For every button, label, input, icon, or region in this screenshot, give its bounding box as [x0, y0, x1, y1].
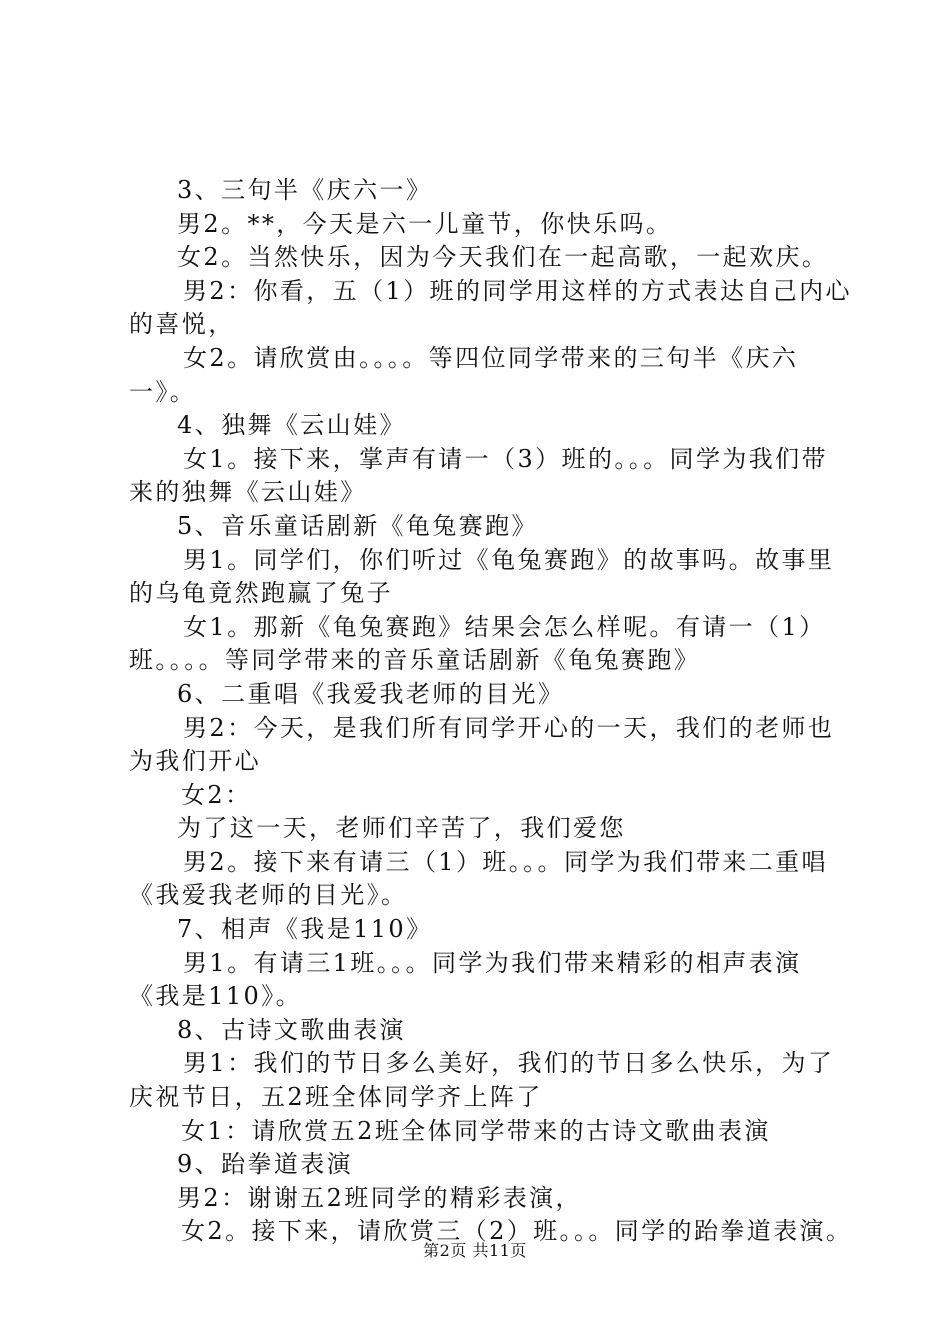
paragraph-line: 《我爱我老师的目光》。: [129, 881, 408, 910]
paragraph-line: 庆祝节日，五2班全体同学齐上阵了: [129, 1083, 543, 1112]
paragraph-line: 来的独舞《云山娃》: [129, 478, 367, 507]
paragraph-line: 男2：谢谢五2班同学的精彩表演，: [177, 1183, 582, 1212]
paragraph-line: 男2：你看，五（1）班的同学用这样的方式表达自己内心: [183, 276, 852, 305]
paragraph-line: 男2。接下来有请三（1）班。。。同学为我们带来二重唱: [183, 847, 828, 876]
section-heading: 5、音乐童话剧新《龟兔赛跑》: [177, 511, 538, 540]
page-number-footer: 第2页 共11页: [423, 1241, 527, 1260]
paragraph-line: 一》。: [129, 377, 197, 406]
paragraph-line: 《我是110》。: [129, 982, 303, 1011]
section-heading: 4、独舞《云山娃》: [177, 411, 406, 440]
section-heading: 8、古诗文歌曲表演: [177, 1015, 406, 1044]
section-heading: 6、二重唱《我爱我老师的目光》: [177, 679, 565, 708]
paragraph-line: 为我们开心: [129, 747, 261, 776]
paragraph-line: 女2：: [181, 780, 252, 809]
paragraph-line: 为了这一天，老师们辛苦了，我们爱您: [177, 814, 626, 843]
paragraph-line: 男1。同学们，你们听过《龟兔赛跑》的故事吗。故事里: [183, 545, 835, 574]
paragraph-line: 女2。接下来，请欣赏三（2）班。。。同学的跆拳道表演。: [181, 1217, 853, 1246]
paragraph-line: 班。。。。等同学带来的音乐童话剧新《龟兔赛跑》: [129, 646, 701, 675]
paragraph-line: 男1：我们的节日多么美好，我们的节日多么快乐，为了: [183, 1049, 835, 1078]
paragraph-line: 男2。**，今天是六一儿童节，你快乐吗。: [177, 209, 673, 238]
paragraph-line: 女1：请欣赏五2班全体同学带来的古诗文歌曲表演: [181, 1116, 771, 1145]
paragraph-line: 的喜悦，: [129, 310, 235, 339]
paragraph-line: 女2。当然快乐，因为今天我们在一起高歌，一起欢庆。: [177, 243, 829, 272]
paragraph-line: 的乌龟竟然跑赢了兔子: [129, 579, 393, 608]
section-heading: 3、三句半《庆六一》: [177, 176, 433, 204]
section-heading: 9、跆拳道表演: [177, 1150, 354, 1179]
paragraph-line: 女1。接下来，掌声有请一（3）班的。。。同学为我们带: [183, 444, 828, 473]
paragraph-line: 男1。有请三1班。。。同学为我们带来精彩的相声表演: [183, 948, 802, 977]
paragraph-line: 男2：今天，是我们所有同学开心的一天，我们的老师也: [183, 713, 835, 742]
paragraph-line: 女2。请欣赏由。。。。等四位同学带来的三句半《庆六: [183, 343, 799, 372]
document-body: [129, 174, 853, 1249]
section-heading: 7、相声《我是110》: [177, 915, 433, 944]
paragraph-line: 女1。那新《龟兔赛跑》结果会怎么样呢。有请一（1）: [183, 612, 826, 641]
